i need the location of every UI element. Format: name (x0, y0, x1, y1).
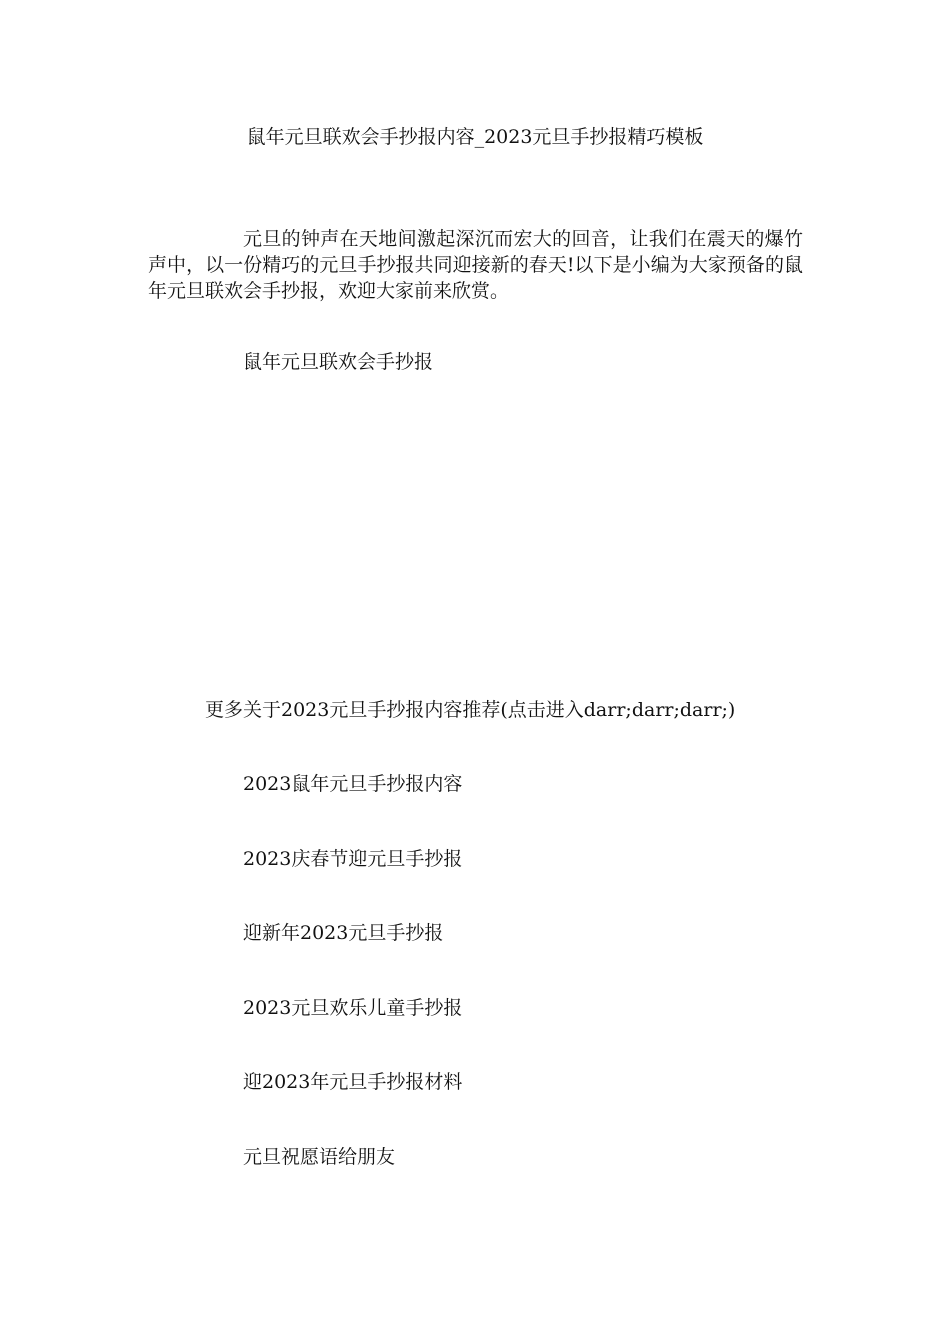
recommendation-link[interactable]: 迎新年2023元旦手抄报 (243, 922, 444, 945)
list-item (243, 846, 462, 921)
recommendation-link[interactable]: 2023鼠年元旦手抄报内容 (243, 773, 463, 795)
list-item (243, 995, 462, 1070)
recommendation-link[interactable]: 迎2023年元旦手抄报材料 (243, 1071, 463, 1094)
list-item (243, 771, 462, 846)
list-item (243, 1069, 462, 1144)
recommendation-list (243, 771, 462, 1219)
recommendation-link[interactable]: 2023庆春节迎元旦手抄报 (243, 847, 463, 870)
intro-paragraph: 元旦的钟声在天地间激起深沉而宏大的回音，让我们在震天的爆竹声中，以一份精巧的元旦手抄报共同迎接新的春天!以下是小编为大家预备的鼠年元旦联欢会手抄报，欢迎大家前来欣赏。 (148, 228, 803, 302)
section-subheading: 鼠年元旦联欢会手抄报 (243, 351, 434, 373)
document-title: 鼠年元旦联欢会手抄报内容_2023元旦手抄报精巧模板 (246, 126, 704, 148)
recommendation-link[interactable]: 2023元旦欢乐儿童手抄报 (243, 996, 463, 1019)
list-item (243, 1144, 462, 1219)
recommendation-link[interactable]: 元旦祝愿语给朋友 (243, 1145, 396, 1168)
list-item (243, 920, 462, 995)
more-recommendations-heading: 更多关于2023元旦手抄报内容推荐(点击进入darr;darr;darr;) (205, 699, 736, 721)
